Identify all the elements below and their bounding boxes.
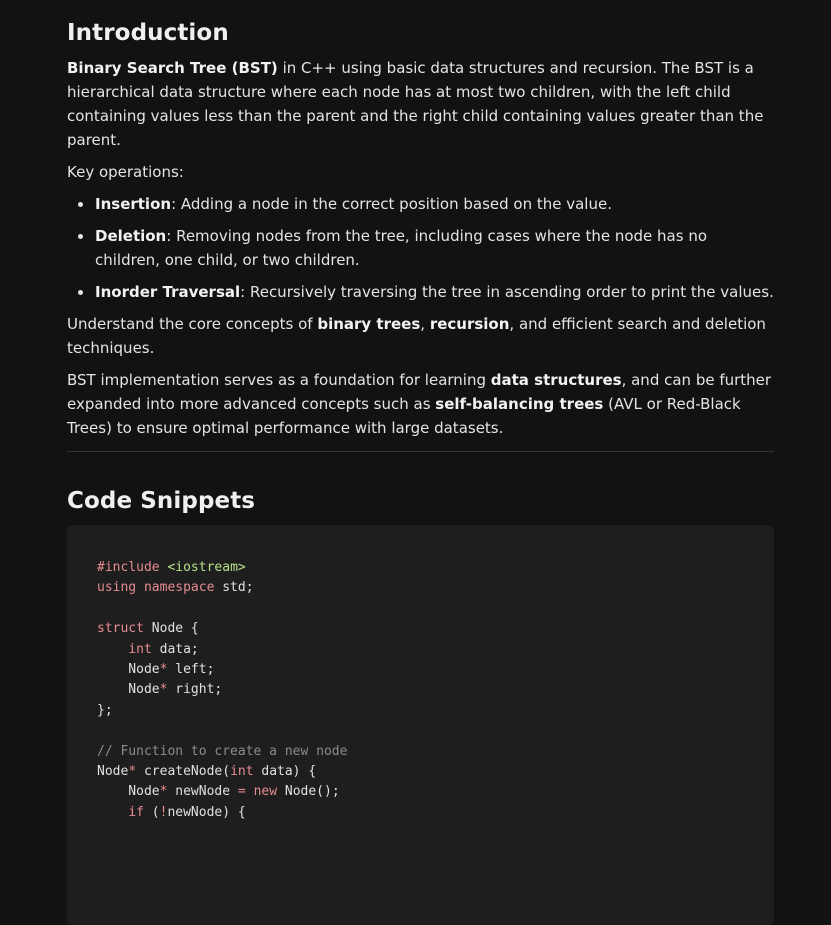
intro-paragraph bbox=[67, 56, 774, 152]
code-token: newNode) { bbox=[167, 804, 246, 820]
operation-name: Deletion bbox=[95, 227, 167, 245]
intro-text: in C++ using basic data structures and recursion. The BST is a hierarchical data structure where each node has at most two children, with the left child containing values less than the parent and the right child containing values greater than the parent. bbox=[67, 59, 764, 149]
code-token: * bbox=[159, 661, 168, 677]
text: , and efficient search and deletion techniques. bbox=[67, 315, 766, 357]
section-divider bbox=[67, 451, 774, 452]
code-token: Node bbox=[97, 763, 129, 779]
code-line bbox=[97, 680, 744, 700]
code-token: Node bbox=[97, 661, 160, 677]
bold-term: recursion bbox=[429, 315, 510, 333]
code-token: std; bbox=[214, 580, 254, 596]
code-token bbox=[97, 642, 128, 657]
code-line-blank bbox=[97, 721, 744, 741]
code-line bbox=[97, 640, 744, 660]
code-token: newNode bbox=[167, 784, 238, 800]
code-token: int bbox=[230, 763, 254, 779]
operation-desc: : Adding a node in the correct position based on the value. bbox=[171, 195, 612, 213]
text: (AVL or Red-Black Trees) to ensure optimal performance with large datasets. bbox=[67, 395, 741, 437]
foundation-paragraph bbox=[67, 368, 774, 440]
bold-term: data structures bbox=[490, 371, 622, 389]
bst-term: Binary Search Tree (BST) bbox=[67, 59, 278, 77]
text: BST implementation serves as a foundation for learning bbox=[67, 371, 491, 389]
code-block[interactable] bbox=[67, 525, 774, 925]
introduction-heading: Introduction bbox=[67, 20, 229, 46]
article-content bbox=[67, 14, 774, 925]
code-token: createNode( bbox=[136, 763, 231, 779]
text: Understand the core concepts of bbox=[67, 315, 318, 333]
code-token: left; bbox=[167, 661, 215, 677]
code-token bbox=[97, 805, 128, 820]
key-operations-label: Key operations: bbox=[67, 163, 184, 181]
code-token: #include bbox=[97, 560, 168, 575]
code-line bbox=[97, 742, 744, 762]
code-snippets-heading: Code Snippets bbox=[67, 488, 256, 514]
code-token: new bbox=[253, 784, 278, 800]
code-line-blank bbox=[97, 599, 744, 619]
code-token: Node(); bbox=[277, 784, 340, 800]
operation-name: Inorder Traversal bbox=[95, 283, 241, 301]
list-item bbox=[95, 280, 774, 304]
code-token: = bbox=[237, 784, 246, 800]
code-line bbox=[97, 619, 744, 639]
code-line bbox=[97, 701, 744, 721]
code-line bbox=[97, 558, 744, 578]
code-line bbox=[97, 803, 744, 823]
operation-desc: : Recursively traversing the tree in ascending order to print the values. bbox=[240, 283, 774, 301]
code-line bbox=[97, 762, 744, 782]
code-line bbox=[97, 782, 744, 802]
code-line bbox=[97, 660, 744, 680]
code-token: * bbox=[159, 784, 168, 800]
code-token: ( bbox=[143, 804, 160, 820]
code-token: struct bbox=[97, 621, 144, 637]
operation-desc: : Removing nodes from the tree, including cases where the node has no children, one child, or two children. bbox=[95, 227, 708, 269]
list-item bbox=[95, 192, 774, 216]
code-comment: // Function to create a new node bbox=[97, 743, 348, 759]
code-token: }; bbox=[97, 702, 113, 718]
code-token: using namespace bbox=[97, 580, 215, 596]
code-token bbox=[246, 784, 254, 799]
code-token: Node bbox=[97, 784, 160, 800]
code-token: * bbox=[159, 682, 168, 698]
code-token: <iostream> bbox=[167, 560, 246, 575]
code-token: int bbox=[128, 641, 152, 657]
code-token: Node bbox=[97, 682, 160, 698]
code-line bbox=[97, 578, 744, 598]
bold-term: binary trees bbox=[317, 315, 421, 333]
code-token: data; bbox=[151, 641, 199, 657]
list-item bbox=[95, 224, 774, 272]
bold-term: self-balancing trees bbox=[435, 395, 604, 413]
code-token: if bbox=[128, 804, 144, 820]
code-token: * bbox=[128, 763, 137, 779]
operations-list bbox=[67, 192, 774, 304]
operation-name: Insertion bbox=[95, 195, 172, 213]
code-token: data) { bbox=[253, 763, 317, 779]
code-token: right; bbox=[167, 682, 223, 698]
code-token: Node { bbox=[143, 621, 199, 637]
text: , and can be further expanded into more advanced concepts such as bbox=[67, 371, 772, 413]
code-token: ! bbox=[159, 804, 168, 820]
concepts-paragraph bbox=[67, 312, 774, 360]
text: , bbox=[420, 315, 430, 333]
